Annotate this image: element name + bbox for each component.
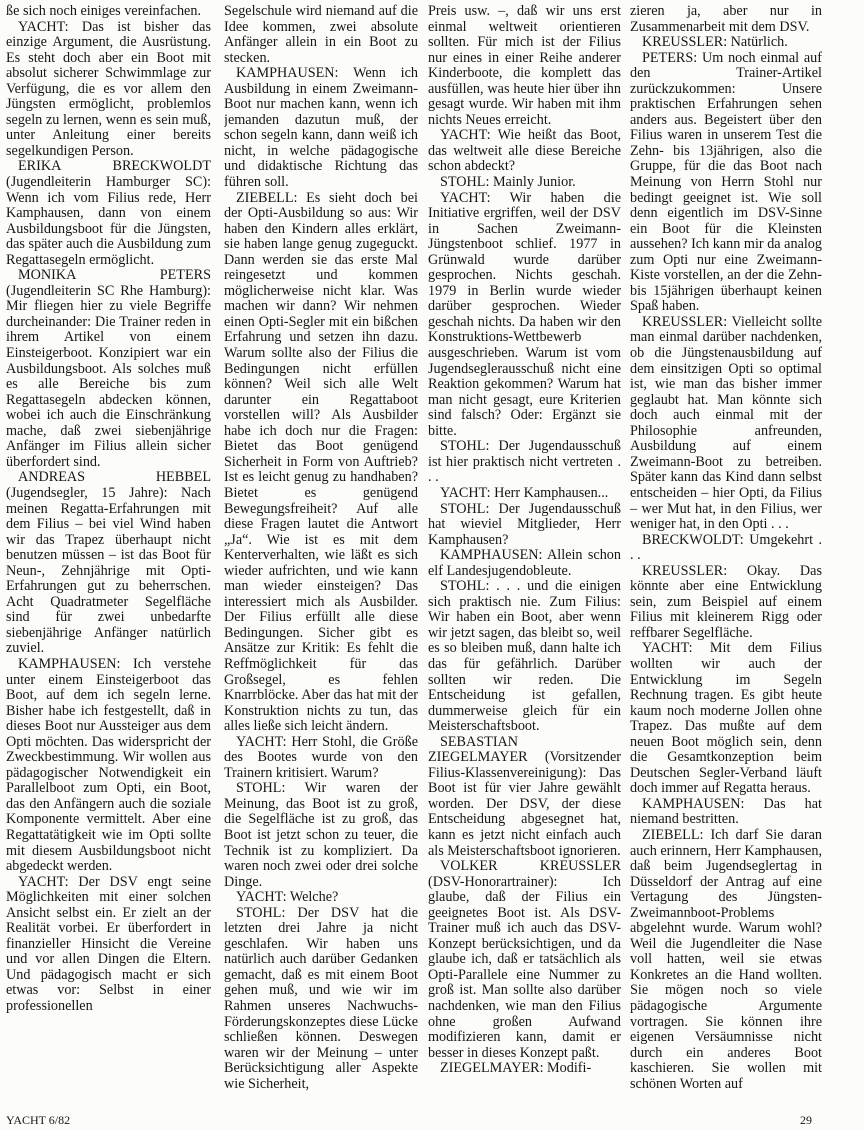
paragraph: YACHT: Herr Stohl, die Größe des Bootes wurde von den Trainern kritisiert. Warum? (224, 733, 418, 781)
paragraph: STOHL: Der Jugendausschuß ist hier praktisch nicht vertreten . . . (428, 438, 621, 486)
paragraph: KREUSSLER: Vielleicht sollte man einmal darüber nachdenken, ob die Jüngstenausbildung auf dem einsitzigen Opti so optimal ist, wie man das bisher immer geglaubt hat. Man könnte sich doch auch einmal mit der Philosophie anfreunden, Ausbildung auf einem Zweimann-Boot zu betreiben. Später kann das Kind dann selbst entscheiden – hier Opti, da Filius – wer Mut hat, in den Filius, wer weniger hat, in den Opti . . . (630, 313, 822, 533)
paragraph: KREUSSLER: Natürlich. (642, 34, 788, 51)
paragraph: STOHL: Der Jugendausschuß hat wieviel Mitglieder, Herr Kamphausen? (428, 500, 621, 548)
paragraph: STOHL: . . . und die einigen sich praktisch nie. Zum Filius: Wir haben ein Boot, aber wenn wir jetzt sagen, das bleibt so, weil es so bleiben muß, dann halte ich das für gefährlich. Darüber sollten wir reden. Die Entscheidung ist gefallen, dummerweise gleich für ein Meisterschaftsboot. (428, 578, 621, 735)
paragraph: BRECKWOLDT: Umgekehrt . . . (630, 531, 822, 564)
paragraph: VOLKER KREUSSLER (DSV-Honorartrainer): Ich glaube, daß der Filius ein geeignetes Boot ist. Als DSV-Trainer muß ich auch das DSV-Konzept berücksichtigen, und da glaube ich, daß er tatsächlich als Opti-Parallele eine Nummer zu groß ist. Man sollte also darüber nachdenken, wie man den Filius ohne großen Aufwand modifizieren kann, damit er besser in dieses Konzept paßt. (428, 858, 621, 1061)
paragraph: ZIEBELL: Ich darf Sie daran auch erinnern, Herr Kamphausen, daß beim Jugendseglertag in Düsseldorf der Antrag auf eine Vertagung des Jüngsten-Zweimannboot-Problems abgelehnt wurde. Warum wohl? Weil die Jugendleiter die Nase voll hatten, weil sie etwas Konkretes an die Hand wollten. Sie mögen noch so viele pädagogische Argumente vortragen. Sie können ihre eigenen Versäumnisse nicht durch ein anderes Boot kaschieren. Sie wollen mit schönen Worten auf (630, 826, 822, 1092)
text-column-1 (6, 4, 211, 1109)
paragraph: ERIKA BRECKWOLDT (Jugendleiterin Hamburger SC): Wenn ich vom Filius rede, Herr Kamphausen, dann von einem Ausbildungsboot für die Jüngsten, das später auch die Ausbildung zum Regattasegeln ermöglicht. (6, 158, 211, 268)
text-column-4 (630, 4, 822, 1099)
text-column-3 (428, 4, 621, 1109)
paragraph: YACHT: Der DSV engt seine Möglichkeiten mit einer solchen Ansicht selbst ein. Er zielt an der Realität vorbei. Er überfordert in finanzieller Hinsicht die Vereine und vor allen Dingen die Eltern. Und pädagogisch macht er sich etwas vor: Selbst in einer professionellen (6, 873, 211, 1014)
paragraph: SEBASTIAN ZIEGELMAYER (Vorsitzender Filius-Klassenvereinigung): Das Boot ist für vier Jahre gewählt worden. Der DSV, der diese Entscheidung abgesegnet hat, kann es jetzt nicht einfach auch als Meisterschaftsboot ignorieren. (428, 733, 621, 859)
paragraph: MONIKA PETERS (Jugendleiterin SC Rhe Hamburg): Mir fliegen hier zu viele Begriffe durcheinander: Die Trainer reden in ihrem Artikel von einem Einsteigerboot. Konzipiert war ein Ausbildungsboot. Als solches muß es alle Bereiche bis zum Regattasegeln abdecken können, wobei ich auch die Einschränkung mache, daß zwei siebenjährige Anfänger im Filius allein sicher überfordert sind. (6, 267, 211, 470)
paragraph: KAMPHAUSEN: Allein schon elf Landesjugendobleute. (428, 547, 621, 579)
paragraph: YACHT: Wir haben die Initiative ergriffen, weil der DSV in Sachen Zweimann-Jüngstenboot schlief. 1977 in Grünwald wurde darüber gesprochen. Nichts geschah. 1979 in Berlin wurde wieder darüber gesprochen. Wieder geschah nichts. Da haben wir den Konstruktions-Wettbewerb ausgeschrieben. Warum ist vom Jugendseglerausschuß nicht eine Reaktion gekommen? Warum hat man nicht gesagt, eure Kriterien sind falsch? Oder: Ergänzt sie bitte. (428, 189, 621, 439)
paragraph: Preis usw. –, daß wir uns erst einmal weltweit orientieren sollten. Für mich ist der Filius nur eines in einer Reihe anderer Kinderboote, die komplett das ausfüllen, was heute hier über ihn gesagt wurde. Wir haben mit ihm nichts Neues erreicht. (428, 4, 621, 128)
paragraph: KAMPHAUSEN: Das hat niemand bestritten. (630, 795, 822, 828)
paragraph: STOHL: Der DSV hat die letzten drei Jahre ja nicht geschlafen. Wir haben uns natürlich auch darüber Gedanken gemacht, daß es mit einem Boot gehen muß, und wie wir im Rahmen unseres Nachwuchs-Förderungskonzeptes diese Lücke schließen können. Deswegen waren wir der Meinung – unter Berücksichtigung aller Aspekte wie Sicherheit, (224, 904, 418, 1092)
paragraph: KREUSSLER: Okay. Das könnte aber eine Entwicklung sein, zum Beispiel auf einem Filius mit kleinerem Rigg oder reffbarer Segelfläche. (630, 562, 822, 641)
paragraph: YACHT: Wie heißt das Boot, das weltweit alle diese Bereiche schon abdeckt? (428, 127, 621, 175)
paragraph: zieren ja, aber nur in Zusammenarbeit mit dem DSV. (630, 4, 822, 35)
paragraph: ße sich noch einiges vereinfachen. (6, 4, 201, 19)
paragraph: YACHT: Das ist bisher das einzige Argument, die Ausrüstung. Es steht doch aber ein Boot mit absolut sicherer Schwimmlage zur Verfügung, die es vor allem den Jüngsten ermöglicht, problemlos segeln zu lernen, wenn es sein muß, unter Anleitung einer bereits segelkundigen Person. (6, 18, 211, 159)
paragraph: ZIEGELMAYER: Modifi- (440, 1060, 592, 1077)
paragraph: STOHL: Wir waren der Meinung, das Boot ist zu groß, die Segelfläche ist zu groß, das Boot ist jetzt schon zu teuer, die Technik ist zu kompliziert. Da waren noch zwei oder drei solche Dinge. (224, 780, 418, 890)
paragraph: ZIEBELL: Es sieht doch bei der Opti-Ausbildung so aus: Wir haben den Kindern alles erklärt, sie haben lange genug zugeguckt. Dann werden sie das erste Mal reingesetzt und kommen möglicherweise nicht klar. Was machen wir dann? Wir nehmen einen Opti-Segler mit ein bißchen Erfahrung und setzen ihn dazu. Warum sollte also der Filius die Bedingungen nicht erfüllen können? Weil sich alle Welt darunter ein Regattaboot vorstellen will? Als Ausbilder habe ich doch nur die Fragen: Bietet das Boot genügend Sicherheit in Form von Auftrieb? Ist es leicht genug zu handhaben? Bietet es genügend Bewegungsfreiheit? Auf alle diese Fragen lautet die Antwort „Ja“. Wie ist es mit dem Kenterverhalten, wie läßt es sich wieder aufrichten, und wie kann man wieder einsteigen? Das interessiert mich als Ausbilder. Der Filius erfüllt alle diese Bedingungen. Sicher gibt es Ansätze zur Kritik: Es fehlt die Reffmöglichkeit für das Großsegel, es fehlen Knarrblöcke. Aber das hat mit der Konstruktion nichts zu tun, das alles ließe sich leicht ändern. (224, 189, 418, 735)
paragraph: KAMPHAUSEN: Wenn ich Ausbildung in einem Zweimann-Boot nur machen kann, wenn ich jemanden dazutun muß, der schon segeln kann, dann weiß ich nicht, in welche pädagogische und didaktische Richtung das führen soll. (224, 65, 418, 191)
paragraph: KAMPHAUSEN: Ich verstehe unter einem Einsteigerboot das Boot, auf dem ich segeln lerne. Bisher habe ich festgestellt, daß in dieses Boot nur Aussteiger aus dem Opti möchten. Das widerspricht der Zweckbestimmung. Wir wollen aus pädagogischer Notwendigkeit ein Parallelboot zum Opti, ein Boot, das den Anfängern auch die soziale Komponente vermittelt. Aber eine Regattatätigkeit wie im Opti sollte mit diesem Ausbildungsboot nicht abgedeckt werden. (6, 655, 211, 875)
paragraph: STOHL: Mainly Junior. (440, 174, 576, 191)
footer-magazine-issue: YACHT 6/82 (6, 1113, 71, 1127)
paragraph: YACHT: Mit dem Filius wollten wir auch der Entwicklung im Segeln Rechnung tragen. Es gibt heute kaum noch moderne Jollen ohne Trapez. Das mußte auf dem neuen Boot möglich sein, denn die Gesamtkonzeption beim Deutschen Segler-Verband läuft doch immer auf Regatta heraus. (630, 640, 822, 797)
paragraph: YACHT: Herr Kamphausen... (440, 484, 609, 501)
paragraph: Segelschule wird niemand auf die Idee kommen, zwei absolute Anfänger allein in ein Boot zu stecken. (224, 4, 418, 66)
footer-page-number: 29 (800, 1113, 812, 1127)
text-column-2 (224, 4, 418, 1109)
paragraph: YACHT: Welche? (236, 889, 339, 906)
paragraph: ANDREAS HEBBEL (Jugendsegler, 15 Jahre): Nach meinen Regatta-Erfahrungen mit dem Filius – bei viel Wind haben wir das Trapez überhaupt nicht benutzen müssen – ist das Boot für Neun-, Zehnjährige mit Opti-Erfahrungen gut zu beherrschen. Acht Quadratmeter Segelfläche sind für zwei unbedarfte siebenjährige Anfänger natürlich zuviel. (6, 469, 211, 657)
paragraph: PETERS: Um noch einmal auf den Trainer-Artikel zurückzukommen: Unsere praktischen Erfahrungen sehen anders aus. Begeistert über den Filius waren in unserem Test die Zehn- bis 13jährigen, also die Gruppe, für die das Boot nach Meinung von Herrn Stohl nur bedingt geeignet ist. Wie soll denn eigentlich im DSV-Sinne ein Boot für die Kleinsten aussehen? Ich kann mir da analog zum Opti nur eine Zweimann-Kiste vorstellen, an der die Zehn- bis 15jährigen überhaupt keinen Spaß haben. (630, 49, 822, 315)
